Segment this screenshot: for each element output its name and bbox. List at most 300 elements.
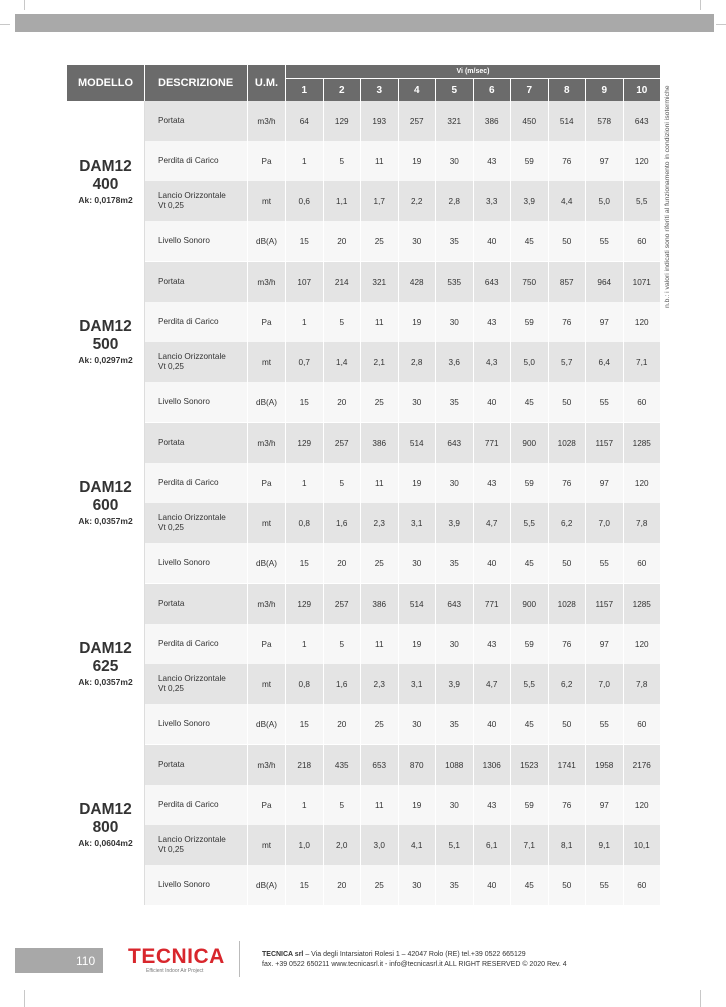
value-cell: 97 [586,785,624,825]
value-cell: 514 [399,422,437,463]
value-cell: 45 [511,221,549,261]
crop-mark [700,0,701,10]
value-cell: 10,1 [624,825,662,865]
table-row [67,785,661,825]
value-cell: 5 [324,463,362,503]
value-cell: 40 [474,382,512,422]
value-cell: 1523 [511,744,549,785]
description-text: Perdita di Carico [158,639,219,648]
value-cell: 59 [511,141,549,181]
value-cell: 30 [436,785,474,825]
value-cell: 5,5 [624,181,662,221]
speed-header: 5 [436,79,474,101]
description-cell [145,101,248,141]
description-cell [145,704,248,744]
value-cell: 120 [624,141,662,181]
value-cell: 1741 [549,744,587,785]
value-cell: 435 [324,744,362,785]
value-cell: 3,6 [436,342,474,382]
crop-mark [700,990,701,1007]
value-cell: 45 [511,382,549,422]
table-row [67,261,661,302]
value-cell: 97 [586,463,624,503]
speed-header: 4 [399,79,437,101]
model-cell [67,583,145,744]
value-cell: 1 [286,624,324,664]
table-row [67,503,661,543]
value-cell: 40 [474,543,512,583]
value-cell: 59 [511,463,549,503]
footer-text [262,950,567,970]
value-cell: 35 [436,704,474,744]
page-number-box [15,948,103,973]
value-cell: 2,8 [436,181,474,221]
table-row [67,624,661,664]
value-cell: 1088 [436,744,474,785]
description-text: Lancio Orizzontale [158,191,226,200]
value-cell: 45 [511,704,549,744]
value-cell: 964 [586,261,624,302]
unit-cell: mt [248,181,286,221]
table-body [67,101,661,905]
description-text: Livello Sonoro [158,236,210,245]
value-cell: 59 [511,785,549,825]
value-cell: 20 [324,865,362,905]
value-cell: 120 [624,463,662,503]
value-cell: 653 [361,744,399,785]
value-cell: 50 [549,543,587,583]
value-cell: 120 [624,624,662,664]
description-cell [145,583,248,624]
value-cell: 60 [624,704,662,744]
description-cell [145,141,248,181]
col-header-um: U.M. [248,65,286,101]
company-name: TECNICA srl [262,951,304,958]
value-cell: 257 [324,422,362,463]
page-number: 110 [76,954,96,968]
description-cell [145,785,248,825]
value-cell: 19 [399,302,437,342]
value-cell: 30 [399,543,437,583]
unit-cell: dB(A) [248,543,286,583]
value-cell: 5,1 [436,825,474,865]
value-cell: 30 [399,865,437,905]
value-cell: 218 [286,744,324,785]
value-cell: 129 [286,422,324,463]
model-ak: Ak: 0,0604m2 [78,838,133,848]
value-cell: 50 [549,382,587,422]
speed-header: 9 [586,79,624,101]
value-cell: 771 [474,583,512,624]
value-cell: 4,4 [549,181,587,221]
value-cell: 55 [586,865,624,905]
description-cell [145,342,248,382]
value-cell: 50 [549,865,587,905]
speed-header: 2 [324,79,362,101]
value-cell: 257 [399,101,437,141]
value-cell: 43 [474,785,512,825]
value-cell: 55 [586,704,624,744]
description-text: Portata [158,599,185,608]
value-cell: 3,9 [436,664,474,704]
value-cell: 76 [549,302,587,342]
value-cell: 20 [324,221,362,261]
value-cell: 5,0 [586,181,624,221]
value-cell: 750 [511,261,549,302]
value-cell: 5 [324,302,362,342]
value-cell: 7,1 [511,825,549,865]
value-cell: 19 [399,624,437,664]
speed-header: 7 [511,79,549,101]
value-cell: 25 [361,221,399,261]
value-cell: 50 [549,704,587,744]
value-cell: 3,9 [511,181,549,221]
unit-cell: m3/h [248,101,286,141]
table-row [67,181,661,221]
value-cell: 7,0 [586,503,624,543]
unit-cell: dB(A) [248,221,286,261]
unit-cell: mt [248,825,286,865]
table-row [67,463,661,503]
model-ak: Ak: 0,0357m2 [78,516,133,526]
table-row [67,865,661,905]
value-cell: 0,7 [286,342,324,382]
description-text: Portata [158,760,185,769]
value-cell: 43 [474,624,512,664]
value-cell: 9,1 [586,825,624,865]
description-cell [145,422,248,463]
model-size: 500 [92,336,119,353]
table-row [67,302,661,342]
unit-cell: Pa [248,141,286,181]
value-cell: 0,6 [286,181,324,221]
value-cell: 1306 [474,744,512,785]
value-cell: 3,3 [474,181,512,221]
model-name: DAM12 [79,157,132,175]
value-cell: 2,1 [361,342,399,382]
model-size: 800 [92,819,119,836]
value-cell: 535 [436,261,474,302]
value-cell: 11 [361,785,399,825]
description-text: Perdita di Carico [158,317,219,326]
value-cell: 25 [361,865,399,905]
value-cell: 4,7 [474,503,512,543]
table-row [67,382,661,422]
value-cell: 1028 [549,583,587,624]
value-cell: 5,5 [511,503,549,543]
table-row [67,221,661,261]
value-cell: 1,0 [286,825,324,865]
value-cell: 64 [286,101,324,141]
model-cell [67,101,145,261]
value-cell: 8,1 [549,825,587,865]
value-cell: 643 [436,422,474,463]
value-cell: 11 [361,624,399,664]
table-row [67,825,661,865]
crop-mark [0,24,10,25]
value-cell: 55 [586,221,624,261]
value-cell: 30 [436,302,474,342]
value-cell: 11 [361,463,399,503]
unit-cell: m3/h [248,744,286,785]
speed-header: 3 [361,79,399,101]
value-cell: 450 [511,101,549,141]
value-cell: 76 [549,463,587,503]
table-row [67,141,661,181]
unit-cell: mt [248,342,286,382]
value-cell: 514 [549,101,587,141]
table-row [67,744,661,785]
value-cell: 19 [399,141,437,181]
value-cell: 97 [586,302,624,342]
description-cell [145,261,248,302]
value-cell: 5,5 [511,664,549,704]
table-row [67,583,661,624]
col-header-modello: MODELLO [67,65,145,101]
value-cell: 4,7 [474,664,512,704]
value-cell: 129 [286,583,324,624]
value-cell: 1285 [624,422,662,463]
value-cell: 60 [624,865,662,905]
description-text: Livello Sonoro [158,397,210,406]
top-banner-bar [15,14,714,32]
description-cell [145,543,248,583]
value-cell: 30 [436,141,474,181]
value-cell: 214 [324,261,362,302]
value-cell: 11 [361,302,399,342]
value-cell: 0,8 [286,503,324,543]
value-cell: 900 [511,583,549,624]
value-cell: 6,1 [474,825,512,865]
description-cell [145,503,248,543]
description-text: Livello Sonoro [158,880,210,889]
description-cell [145,302,248,342]
value-cell: 59 [511,624,549,664]
table-row [67,342,661,382]
model-cell [67,261,145,422]
description-text: Lancio Orizzontale [158,513,226,522]
value-cell: 771 [474,422,512,463]
value-cell: 35 [436,865,474,905]
value-cell: 6,2 [549,503,587,543]
value-cell: 6,4 [586,342,624,382]
value-cell: 40 [474,221,512,261]
description-subtext: Vt 0,25 [158,362,184,371]
value-cell: 55 [586,382,624,422]
description-text: Lancio Orizzontale [158,835,226,844]
model-size: 625 [92,658,119,675]
value-cell: 2,8 [399,342,437,382]
value-cell: 193 [361,101,399,141]
description-cell [145,463,248,503]
value-cell: 1 [286,463,324,503]
value-cell: 2176 [624,744,662,785]
value-cell: 19 [399,785,437,825]
description-text: Perdita di Carico [158,156,219,165]
value-cell: 5 [324,785,362,825]
value-cell: 3,0 [361,825,399,865]
unit-cell: dB(A) [248,704,286,744]
description-cell [145,664,248,704]
value-cell: 643 [474,261,512,302]
value-cell: 30 [399,704,437,744]
description-cell [145,825,248,865]
value-cell: 40 [474,704,512,744]
description-cell [145,382,248,422]
value-cell: 4,3 [474,342,512,382]
value-cell: 15 [286,704,324,744]
value-cell: 43 [474,141,512,181]
value-cell: 60 [624,221,662,261]
value-cell: 15 [286,543,324,583]
description-cell [145,221,248,261]
model-ak: Ak: 0,0297m2 [78,355,133,365]
value-cell: 7,8 [624,664,662,704]
value-cell: 11 [361,141,399,181]
value-cell: 15 [286,221,324,261]
table-row [67,422,661,463]
value-cell: 60 [624,382,662,422]
value-cell: 1,4 [324,342,362,382]
value-cell: 15 [286,382,324,422]
value-cell: 1,1 [324,181,362,221]
value-cell: 43 [474,302,512,342]
value-cell: 25 [361,704,399,744]
value-cell: 0,8 [286,664,324,704]
value-cell: 120 [624,785,662,825]
model-size: 400 [92,175,119,193]
value-cell: 25 [361,543,399,583]
value-cell: 4,1 [399,825,437,865]
description-subtext: Vt 0,25 [158,845,184,854]
footer-line-1 [262,950,567,960]
unit-cell: Pa [248,302,286,342]
value-cell: 59 [511,302,549,342]
value-cell: 35 [436,543,474,583]
description-cell [145,181,248,221]
side-note: n.b.: i valori indicati sono riferiti al funzionamento in condizioni isotermiche [664,85,671,308]
value-cell: 2,3 [361,503,399,543]
value-cell: 19 [399,463,437,503]
speed-header: 1 [286,79,324,101]
value-cell: 578 [586,101,624,141]
value-cell: 76 [549,141,587,181]
value-cell: 3,9 [436,503,474,543]
description-text: Perdita di Carico [158,800,219,809]
unit-cell: dB(A) [248,865,286,905]
value-cell: 30 [436,624,474,664]
value-cell: 643 [624,101,662,141]
col-header-vi: Vi (m/sec) [286,65,661,79]
description-subtext: Vt 0,25 [158,684,184,693]
value-cell: 1,7 [361,181,399,221]
value-cell: 76 [549,624,587,664]
value-cell: 7,0 [586,664,624,704]
value-cell: 35 [436,382,474,422]
value-cell: 97 [586,141,624,181]
value-cell: 30 [399,221,437,261]
table-row [67,664,661,704]
value-cell: 1 [286,302,324,342]
description-text: Livello Sonoro [158,719,210,728]
value-cell: 1285 [624,583,662,624]
value-cell: 257 [324,583,362,624]
value-cell: 35 [436,221,474,261]
model-ak: Ak: 0,0178m2 [78,194,133,205]
model-name: DAM12 [79,479,132,496]
value-cell: 900 [511,422,549,463]
unit-cell: mt [248,503,286,543]
value-cell: 2,2 [399,181,437,221]
model-name: DAM12 [79,318,132,335]
unit-cell: Pa [248,463,286,503]
value-cell: 3,1 [399,503,437,543]
value-cell: 514 [399,583,437,624]
crop-mark [716,24,726,25]
value-cell: 1071 [624,261,662,302]
description-subtext: Vt 0,25 [158,201,184,210]
description-text: Lancio Orizzontale [158,674,226,683]
value-cell: 129 [324,101,362,141]
value-cell: 1 [286,785,324,825]
value-cell: 321 [361,261,399,302]
value-cell: 1 [286,141,324,181]
value-cell: 45 [511,865,549,905]
model-name: DAM12 [79,640,132,657]
model-size: 600 [92,497,119,514]
value-cell: 870 [399,744,437,785]
value-cell: 25 [361,382,399,422]
value-cell: 2,0 [324,825,362,865]
table-row [67,704,661,744]
model-ak: Ak: 0,0357m2 [78,677,133,687]
value-cell: 43 [474,463,512,503]
description-text: Portata [158,277,185,286]
value-cell: 857 [549,261,587,302]
tecnica-logo: TECNICA [128,945,225,968]
unit-cell: m3/h [248,583,286,624]
value-cell: 20 [324,382,362,422]
unit-cell: mt [248,664,286,704]
performance-table [67,65,661,905]
model-name: DAM12 [79,801,132,818]
value-cell: 7,8 [624,503,662,543]
value-cell: 386 [361,422,399,463]
description-cell [145,865,248,905]
unit-cell: Pa [248,785,286,825]
value-cell: 5 [324,624,362,664]
value-cell: 20 [324,543,362,583]
value-cell: 1028 [549,422,587,463]
value-cell: 2,3 [361,664,399,704]
crop-mark [24,0,25,10]
model-cell [67,744,145,905]
unit-cell: Pa [248,624,286,664]
value-cell: 55 [586,543,624,583]
value-cell: 20 [324,704,362,744]
table-row [67,101,661,141]
value-cell: 15 [286,865,324,905]
value-cell: 50 [549,221,587,261]
value-cell: 386 [361,583,399,624]
crop-mark [24,990,25,1007]
unit-cell: dB(A) [248,382,286,422]
value-cell: 3,1 [399,664,437,704]
unit-cell: m3/h [248,422,286,463]
value-cell: 30 [436,463,474,503]
table-row [67,543,661,583]
value-cell: 120 [624,302,662,342]
